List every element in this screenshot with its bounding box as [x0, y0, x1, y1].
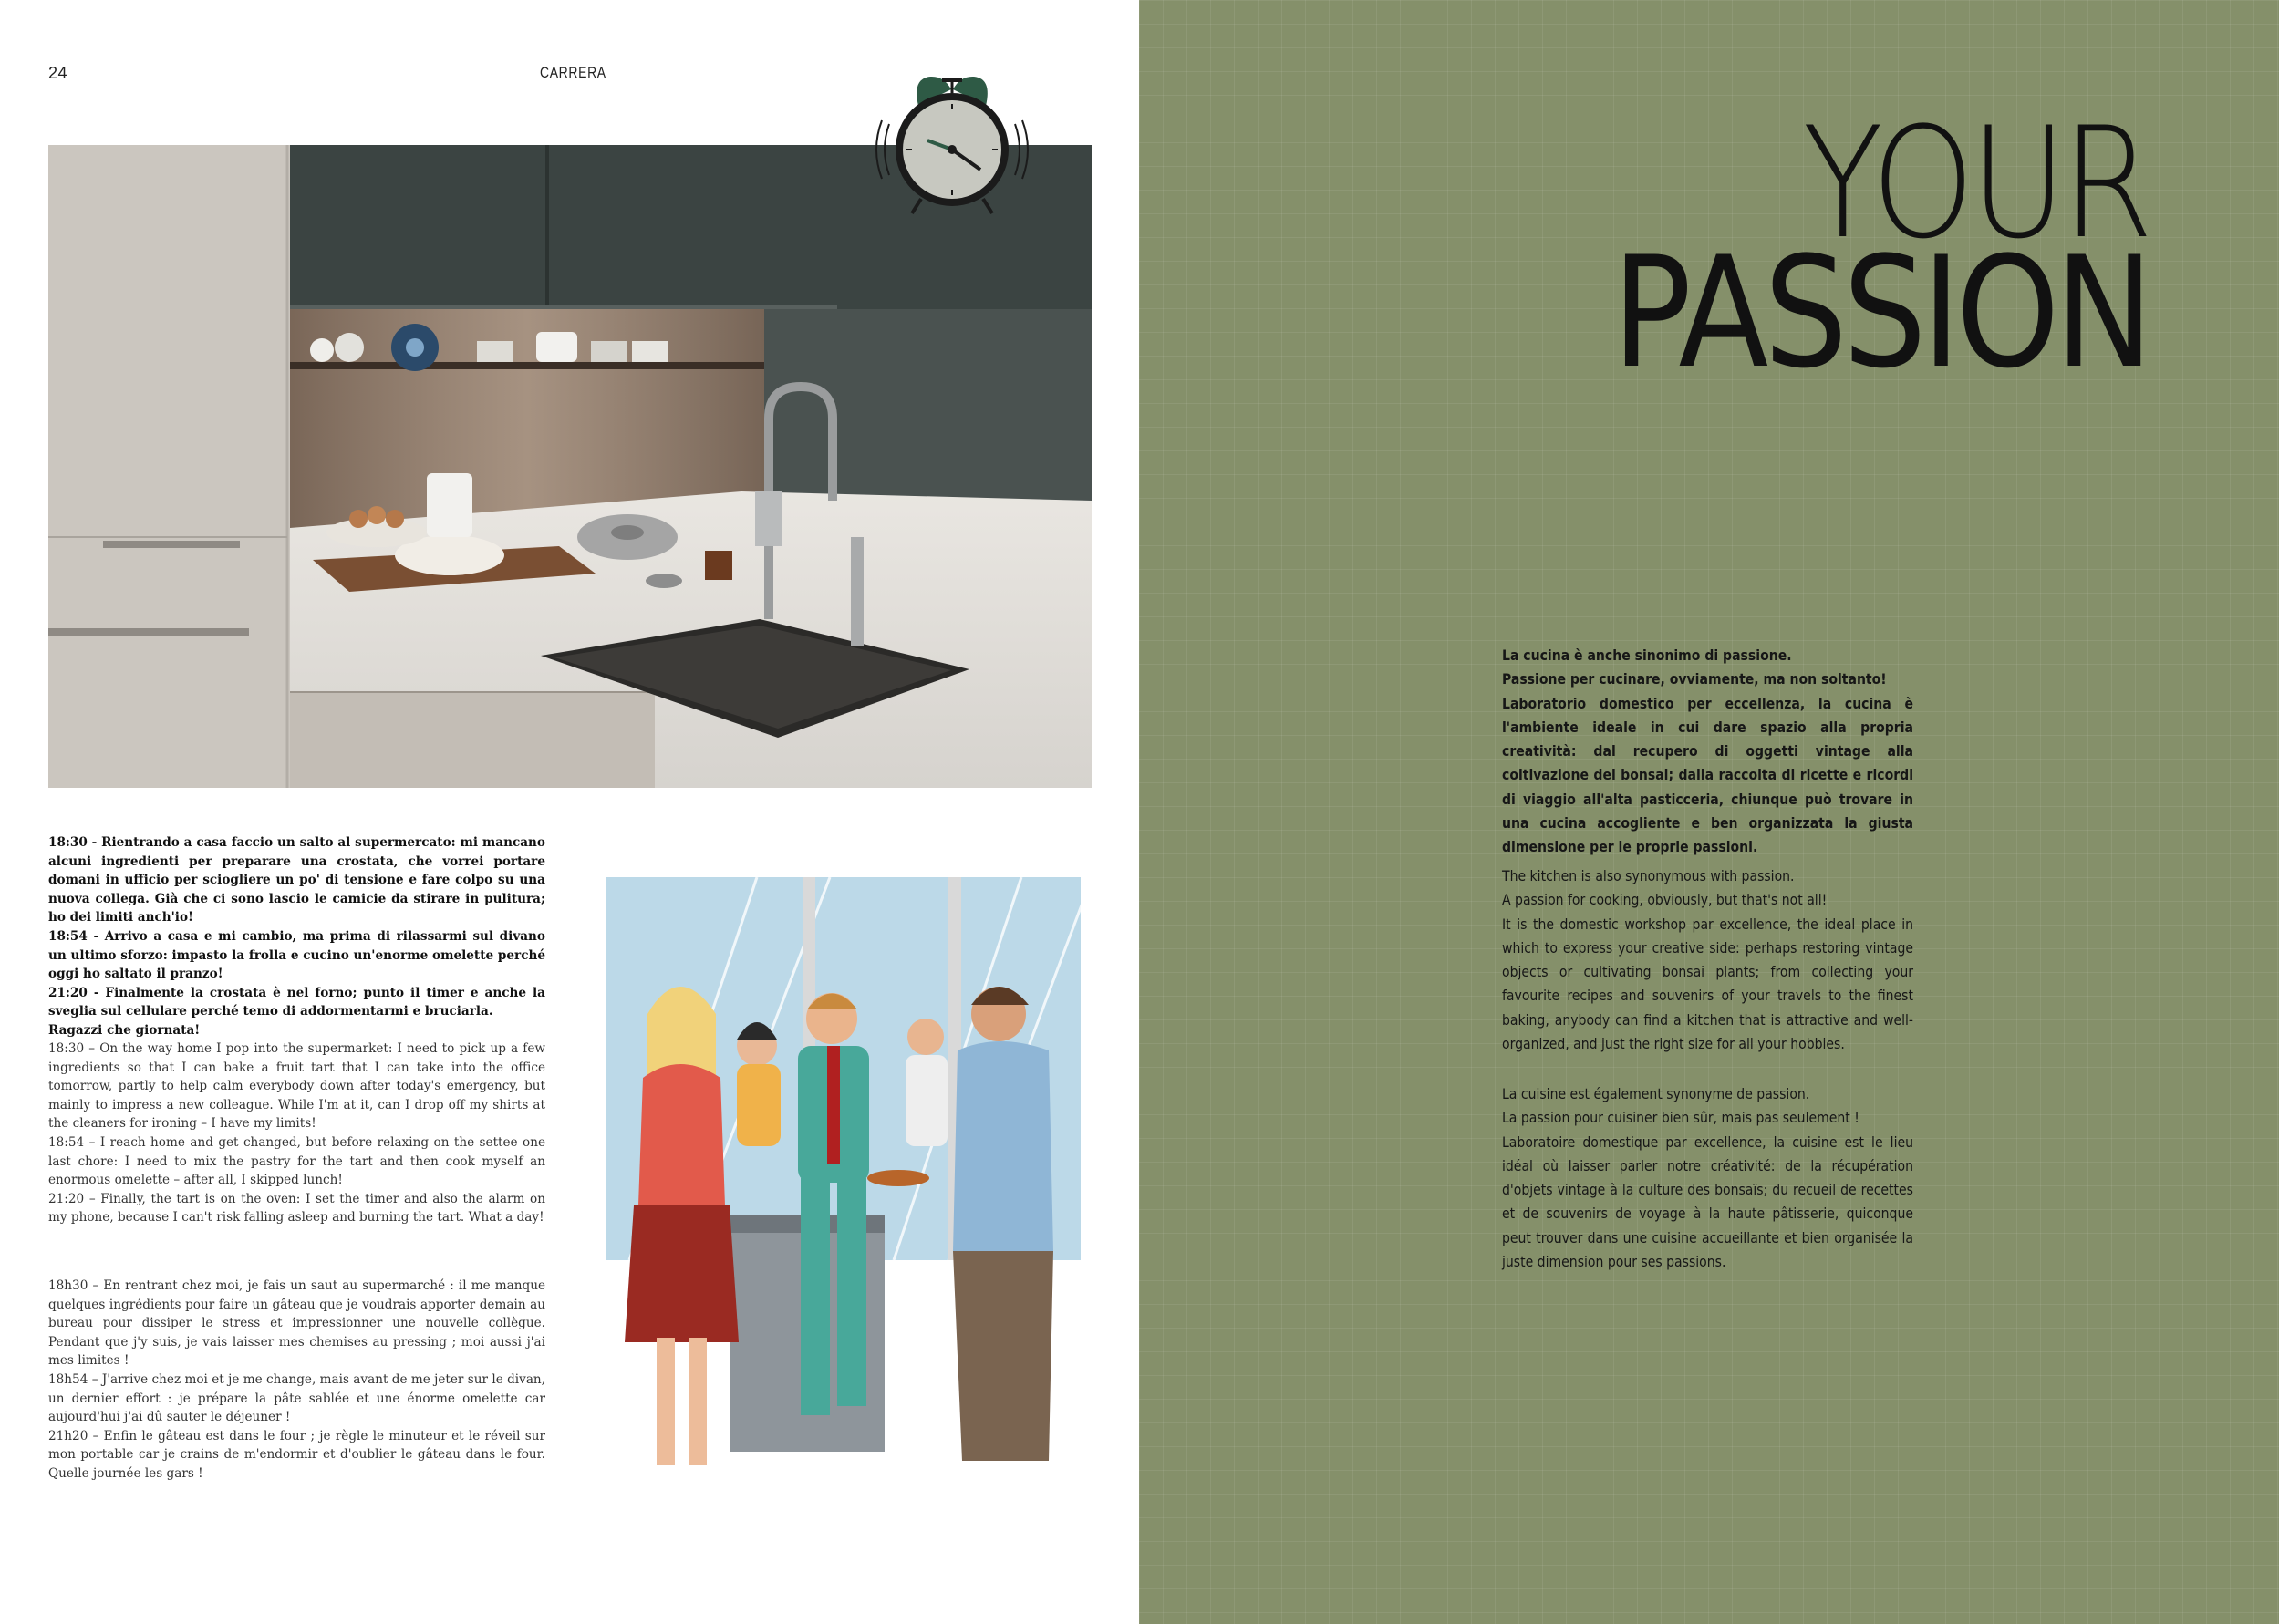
it-paragraph: 18:54 - Arrivo a casa e mi cambio, ma prima di rilassarmi sul divano un ultimo sforzo: impasto la frolla e cucino un'enorme omelette perché oggi ho saltato il pranzo!: [48, 928, 545, 982]
left-page: [0, 0, 1139, 1624]
en-paragraph: 18:30 – On the way home I pop into the supermarket: I need to pick up a few ingredients so that I can bake a fruit tart that I can take into the office tomorrow, partly to help calm everybody down after today's emergency, but mainly to impress a new colleague. While I'm at it, can I drop off my shirts at the cleaners for ironing – I have my limits!: [48, 1041, 545, 1132]
headline-line-2: PASSION: [1611, 223, 2149, 402]
fr-line: La cuisine est également synonyme de passion.: [1502, 1086, 1810, 1102]
brand-name: CARRERA: [540, 64, 606, 81]
french-diary-text: [48, 1277, 545, 1484]
fr-paragraph: 21h20 – Enfin le gâteau est dans le four ; je règle le minuteur et le réveil sur mon portable car je crains de m'endormir et d'oublier le gâteau dans le four. Quelle journée les gars !: [48, 1428, 545, 1481]
en-paragraph: 18:54 – I reach home and get changed, but before relaxing on the settee one last chore: I need to mix the pastry for the tart and then cook myself an enormous omelette – after all, I skipped lunch!: [48, 1134, 545, 1188]
alarm-clock-icon: [871, 69, 1033, 222]
page-number: 24: [48, 64, 68, 82]
fr-line: Laboratoire domestique par excellence, la cuisine est le lieu idéal où laisser parler notre créativité: de la récupération d'objets vintage à la culture des bonsaïs; du recueil de recettes et de souvenirs de voyage à la haute pâtisserie, quiconque peut trouver dans une cuisine accueillante et bien organisée la juste dimension pour ses passions.: [1502, 1133, 1913, 1271]
headline: [1611, 94, 2149, 402]
en-line: A passion for cooking, obviously, but that's not all!: [1502, 892, 1828, 909]
fr-paragraph: 18h30 – En rentrant chez moi, je fais un saut au supermarché : il me manque quelques ingrédients pour faire un gâteau que je voudrais apporter demain au bureau pour dissiper le stress et impressionner une nouvelle collègue. Pendant que j'y suis, je vais laisser mes chemises au pressing ; moi aussi j'ai mes limites !: [48, 1278, 545, 1369]
it-paragraph: 18:30 - Rientrando a casa faccio un salto al supermercato: mi mancano alcuni ingredienti per preparare una crostata, che vorrei portare domani in ufficio per sciogliere un po' di tensione e fare colpo su una nuova collega. Già che ci sono lascio le camicie da stirare in pulitura; ho dei limiti anch'io!: [48, 835, 545, 926]
french-passion-text: [1502, 1082, 1913, 1274]
italian-diary-text: [48, 833, 545, 1040]
office-comic-illustration: [593, 877, 1093, 1497]
it-line: Passione per cucinare, ovviamente, ma non soltanto!: [1502, 671, 1887, 688]
english-diary-text: [48, 1040, 545, 1227]
en-line: It is the domestic workshop par excellence, the ideal place in which to express your creative side: perhaps restoring vintage objects or cultivating bonsai plants; from collecting your favourite recipes and souvenirs of your travels to the finest baking, anybody can find a kitchen that is attractive and well-organized, and just the right size for all your hobbies.: [1502, 915, 1913, 1053]
fr-paragraph: 18h54 – J'arrive chez moi et je me change, mais avant de me jeter sur le divan, un dernier effort : je prépare la pâte sablée et une énorme omelette car aujourd'hui j'ai dû sauter le déjeuner !: [48, 1371, 545, 1425]
it-line: La cucina è anche sinonimo di passione.: [1502, 647, 1792, 664]
en-paragraph: 21:20 – Finally, the tart is on the oven: I set the timer and also the alarm on my phone, because I can't risk falling asleep and burning the tart. What a day!: [48, 1191, 545, 1226]
fr-line: La passion pour cuisiner bien sûr, mais pas seulement !: [1502, 1110, 1859, 1127]
kitchen-photo: [48, 145, 1092, 788]
headline-line-1: YOUR: [1802, 94, 2149, 273]
english-passion-text: [1502, 864, 1913, 1056]
en-line: The kitchen is also synonymous with passion.: [1502, 868, 1795, 884]
it-line: Laboratorio domestico per eccellenza, la cucina è l'ambiente ideale in cui dare spazio alla propria creatività: dal recupero di oggetti vintage alla coltivazione dei bonsai; dalla raccolta di ricette e ricordi di viaggio all'alta pasticceria, chiunque può trovare in una cucina accogliente e ben organizzata la giusta dimensione per le proprie passioni.: [1502, 695, 1913, 856]
it-paragraph: Ragazzi che giornata!: [48, 1022, 201, 1038]
italian-passion-text: [1502, 644, 1913, 860]
right-page: [1139, 0, 2279, 1624]
it-paragraph: 21:20 - Finalmente la crostata è nel forno; punto il timer e anche la sveglia sul cellulare perché temo di addormentarmi e bruciarla.: [48, 985, 545, 1019]
